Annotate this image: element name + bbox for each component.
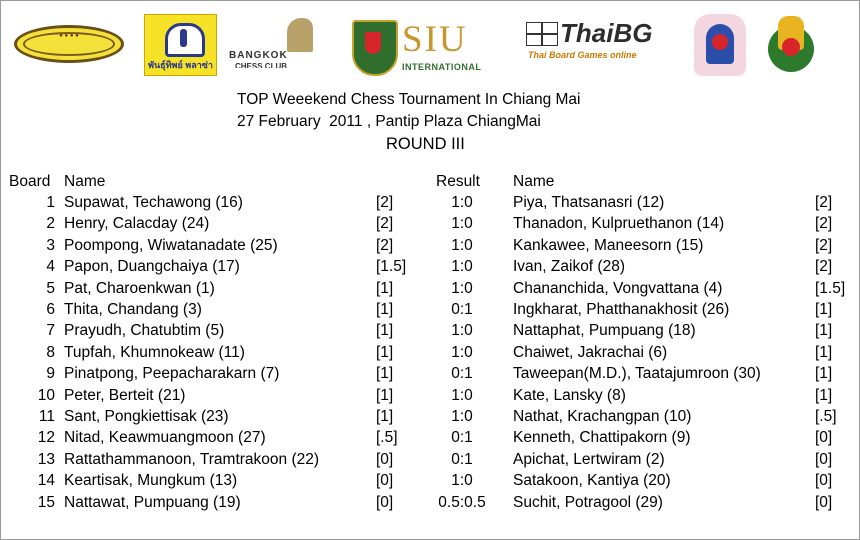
opponent-name: Chaiwet, Jakrachai (6) bbox=[513, 343, 668, 361]
board-number: 7 bbox=[46, 322, 55, 340]
pantip-plaza-logo bbox=[144, 14, 217, 76]
board-game-tiles-icon bbox=[526, 22, 558, 46]
board-number: 14 bbox=[37, 472, 55, 490]
board-number: 8 bbox=[46, 343, 55, 361]
player-name: Nattawat, Pumpuang (19) bbox=[64, 493, 241, 511]
player-score: [2] bbox=[376, 194, 394, 211]
table-row bbox=[0, 237, 860, 258]
table-row bbox=[0, 322, 860, 343]
table-row bbox=[0, 472, 860, 493]
opponent-name: Kate, Lansky (8) bbox=[513, 386, 626, 404]
opponent-score: [0] bbox=[815, 493, 833, 511]
table-row bbox=[0, 387, 860, 408]
board-number: 5 bbox=[46, 279, 55, 297]
game-result: 0:1 bbox=[451, 365, 473, 383]
opponent-score: [1] bbox=[815, 343, 833, 361]
opponent-score: [2] bbox=[815, 236, 833, 254]
opponent-name: Kenneth, Chattipakorn (9) bbox=[513, 429, 691, 447]
opponent-name: Kankawee, Maneesorn (15) bbox=[513, 236, 704, 254]
player-name: Tupfah, Khumnokeaw (11) bbox=[64, 343, 245, 361]
player-name: Thita, Chandang (3) bbox=[64, 301, 202, 318]
round-label: ROUND III bbox=[386, 135, 465, 153]
game-result: 1:0 bbox=[451, 279, 473, 297]
player-name: Papon, Duangchaiya (17) bbox=[64, 258, 240, 276]
knight-icon bbox=[287, 18, 313, 52]
player-score: [2] bbox=[376, 236, 394, 254]
thaibg-logo bbox=[526, 18, 666, 64]
board-number: 1 bbox=[46, 194, 55, 211]
opponent-score: [2] bbox=[815, 258, 833, 276]
pantip-label: พันธุ์ทิพย์ พลาซ่า bbox=[148, 60, 213, 70]
player-score: [1] bbox=[376, 343, 394, 361]
opponent-name: Nattaphat, Pumpuang (18) bbox=[513, 322, 696, 340]
opponent-name: Nathat, Krachangpan (10) bbox=[513, 408, 692, 425]
opponent-name: Thanadon, Kulpruethanon (14) bbox=[513, 215, 725, 233]
player-name: Rattathammanoon, Tramtrakoon (22) bbox=[64, 450, 320, 468]
game-result: 1:0 bbox=[451, 408, 473, 425]
opponent-name: Ivan, Zaikof (28) bbox=[513, 258, 625, 276]
board-number: 13 bbox=[37, 450, 55, 468]
thaibg-sub-text: Thai Board Games online bbox=[528, 50, 637, 60]
bcc-line2: CHESS CLUB bbox=[235, 62, 288, 68]
opponent-score: [0] bbox=[815, 429, 833, 447]
board-number: 15 bbox=[37, 493, 55, 511]
thai-chess-association-logo: ● ● ● ● bbox=[14, 25, 124, 63]
table-row bbox=[0, 451, 860, 472]
opponent-score: [1] bbox=[815, 322, 833, 340]
opponent-score: [0] bbox=[815, 450, 833, 468]
player-name: Pat, Charoenkwan (1) bbox=[64, 279, 215, 297]
shield-icon bbox=[352, 20, 398, 76]
opponent-score: [1] bbox=[815, 386, 833, 404]
opponent-score: [2] bbox=[815, 194, 833, 211]
board-number: 10 bbox=[37, 386, 55, 404]
board-number: 4 bbox=[46, 258, 55, 276]
opponent-name: Satakoon, Kantiya (20) bbox=[513, 472, 671, 490]
player-score: [1] bbox=[376, 386, 394, 404]
game-result: 0:1 bbox=[451, 450, 473, 468]
table-row bbox=[0, 494, 860, 515]
provincial-seal-logo bbox=[766, 16, 816, 74]
table-row bbox=[0, 301, 860, 322]
player-name: Supawat, Techawong (16) bbox=[64, 194, 243, 211]
game-result: 1:0 bbox=[451, 322, 473, 340]
player-score: [1] bbox=[376, 408, 394, 425]
opponent-name: Apichat, Lertwiram (2) bbox=[513, 450, 665, 468]
opponent-score: [1.5] bbox=[815, 279, 846, 297]
game-result: 1:0 bbox=[451, 236, 473, 254]
table-row bbox=[0, 365, 860, 386]
player-name: Prayudh, Chatubtim (5) bbox=[64, 322, 225, 340]
opponent-score: [1] bbox=[815, 301, 833, 318]
game-result: 1:0 bbox=[451, 194, 473, 211]
opponent-score: [1] bbox=[815, 365, 833, 383]
game-result: 0:1 bbox=[451, 429, 473, 447]
garuda-emblem-logo bbox=[694, 14, 746, 76]
player-name: Poompong, Wiwatanadate (25) bbox=[64, 236, 278, 254]
game-result: 0:1 bbox=[451, 301, 473, 318]
player-score: [0] bbox=[376, 472, 394, 490]
game-result: 0.5:0.5 bbox=[438, 493, 486, 511]
board-number: 2 bbox=[46, 215, 55, 233]
bcc-line1: BANGKOK bbox=[229, 50, 288, 61]
board-number: 11 bbox=[38, 408, 55, 425]
opponent-name: Taweepan(M.D.), Taatajumroon (30) bbox=[513, 365, 761, 383]
player-score: [1.5] bbox=[376, 258, 407, 276]
player-score: [.5] bbox=[376, 429, 398, 447]
player-score: [0] bbox=[376, 450, 394, 468]
player-score: [1] bbox=[376, 365, 394, 383]
opponent-score: [.5] bbox=[815, 408, 837, 425]
table-row bbox=[0, 280, 860, 301]
game-result: 1:0 bbox=[451, 343, 473, 361]
board-number: 9 bbox=[46, 365, 55, 383]
tournament-title: TOP Weeekend Chess Tournament In Chiang Mai bbox=[237, 91, 581, 108]
player-name: Sant, Pongkiettisak (23) bbox=[64, 408, 229, 425]
player-name: Keartisak, Mungkum (13) bbox=[64, 472, 238, 490]
opponent-name: Chananchida, Vongvattana (4) bbox=[513, 279, 723, 297]
player-score: [1] bbox=[376, 322, 394, 340]
siu-sub-text: INTERNATIONAL bbox=[402, 62, 482, 72]
column-header-board: Board bbox=[9, 173, 51, 190]
siu-text: SIU bbox=[402, 19, 468, 60]
board-number: 6 bbox=[46, 301, 55, 318]
tournament-date-venue: 27 February 2011 , Pantip Plaza ChiangMai bbox=[237, 113, 541, 130]
table-row bbox=[0, 194, 860, 215]
table-row bbox=[0, 408, 860, 429]
table-row bbox=[0, 344, 860, 365]
game-result: 1:0 bbox=[451, 258, 473, 276]
player-score: [0] bbox=[376, 493, 394, 511]
table-row bbox=[0, 215, 860, 236]
opponent-name: Ingkharat, Phatthanakhosit (26) bbox=[513, 301, 730, 318]
player-score: [1] bbox=[376, 279, 394, 297]
siu-international-logo bbox=[352, 18, 497, 76]
table-row bbox=[0, 258, 860, 279]
game-result: 1:0 bbox=[451, 386, 473, 404]
game-result: 1:0 bbox=[451, 472, 473, 490]
player-score: [1] bbox=[376, 301, 394, 318]
opponent-name: Piya, Thatsanasri (12) bbox=[513, 194, 665, 211]
player-name: Nitad, Keawmuangmoon (27) bbox=[64, 429, 266, 447]
player-score: [2] bbox=[376, 215, 394, 233]
bangkok-chess-club-logo bbox=[229, 18, 329, 68]
column-header-result: Result bbox=[436, 173, 480, 190]
column-header-opponent-name: Name bbox=[513, 173, 555, 190]
board-number: 12 bbox=[37, 429, 55, 447]
opponent-score: [2] bbox=[815, 215, 833, 233]
opponent-name: Suchit, Potragool (29) bbox=[513, 493, 663, 511]
board-number: 3 bbox=[46, 236, 55, 254]
thaibg-text: ThaiBG bbox=[560, 18, 653, 48]
game-result: 1:0 bbox=[451, 215, 473, 233]
opponent-score: [0] bbox=[815, 472, 833, 490]
player-name: Pinatpong, Peepacharakarn (7) bbox=[64, 365, 280, 383]
column-header-name: Name bbox=[64, 173, 106, 190]
player-name: Peter, Berteit (21) bbox=[64, 386, 186, 404]
player-name: Henry, Calacday (24) bbox=[64, 215, 210, 233]
table-row bbox=[0, 429, 860, 450]
